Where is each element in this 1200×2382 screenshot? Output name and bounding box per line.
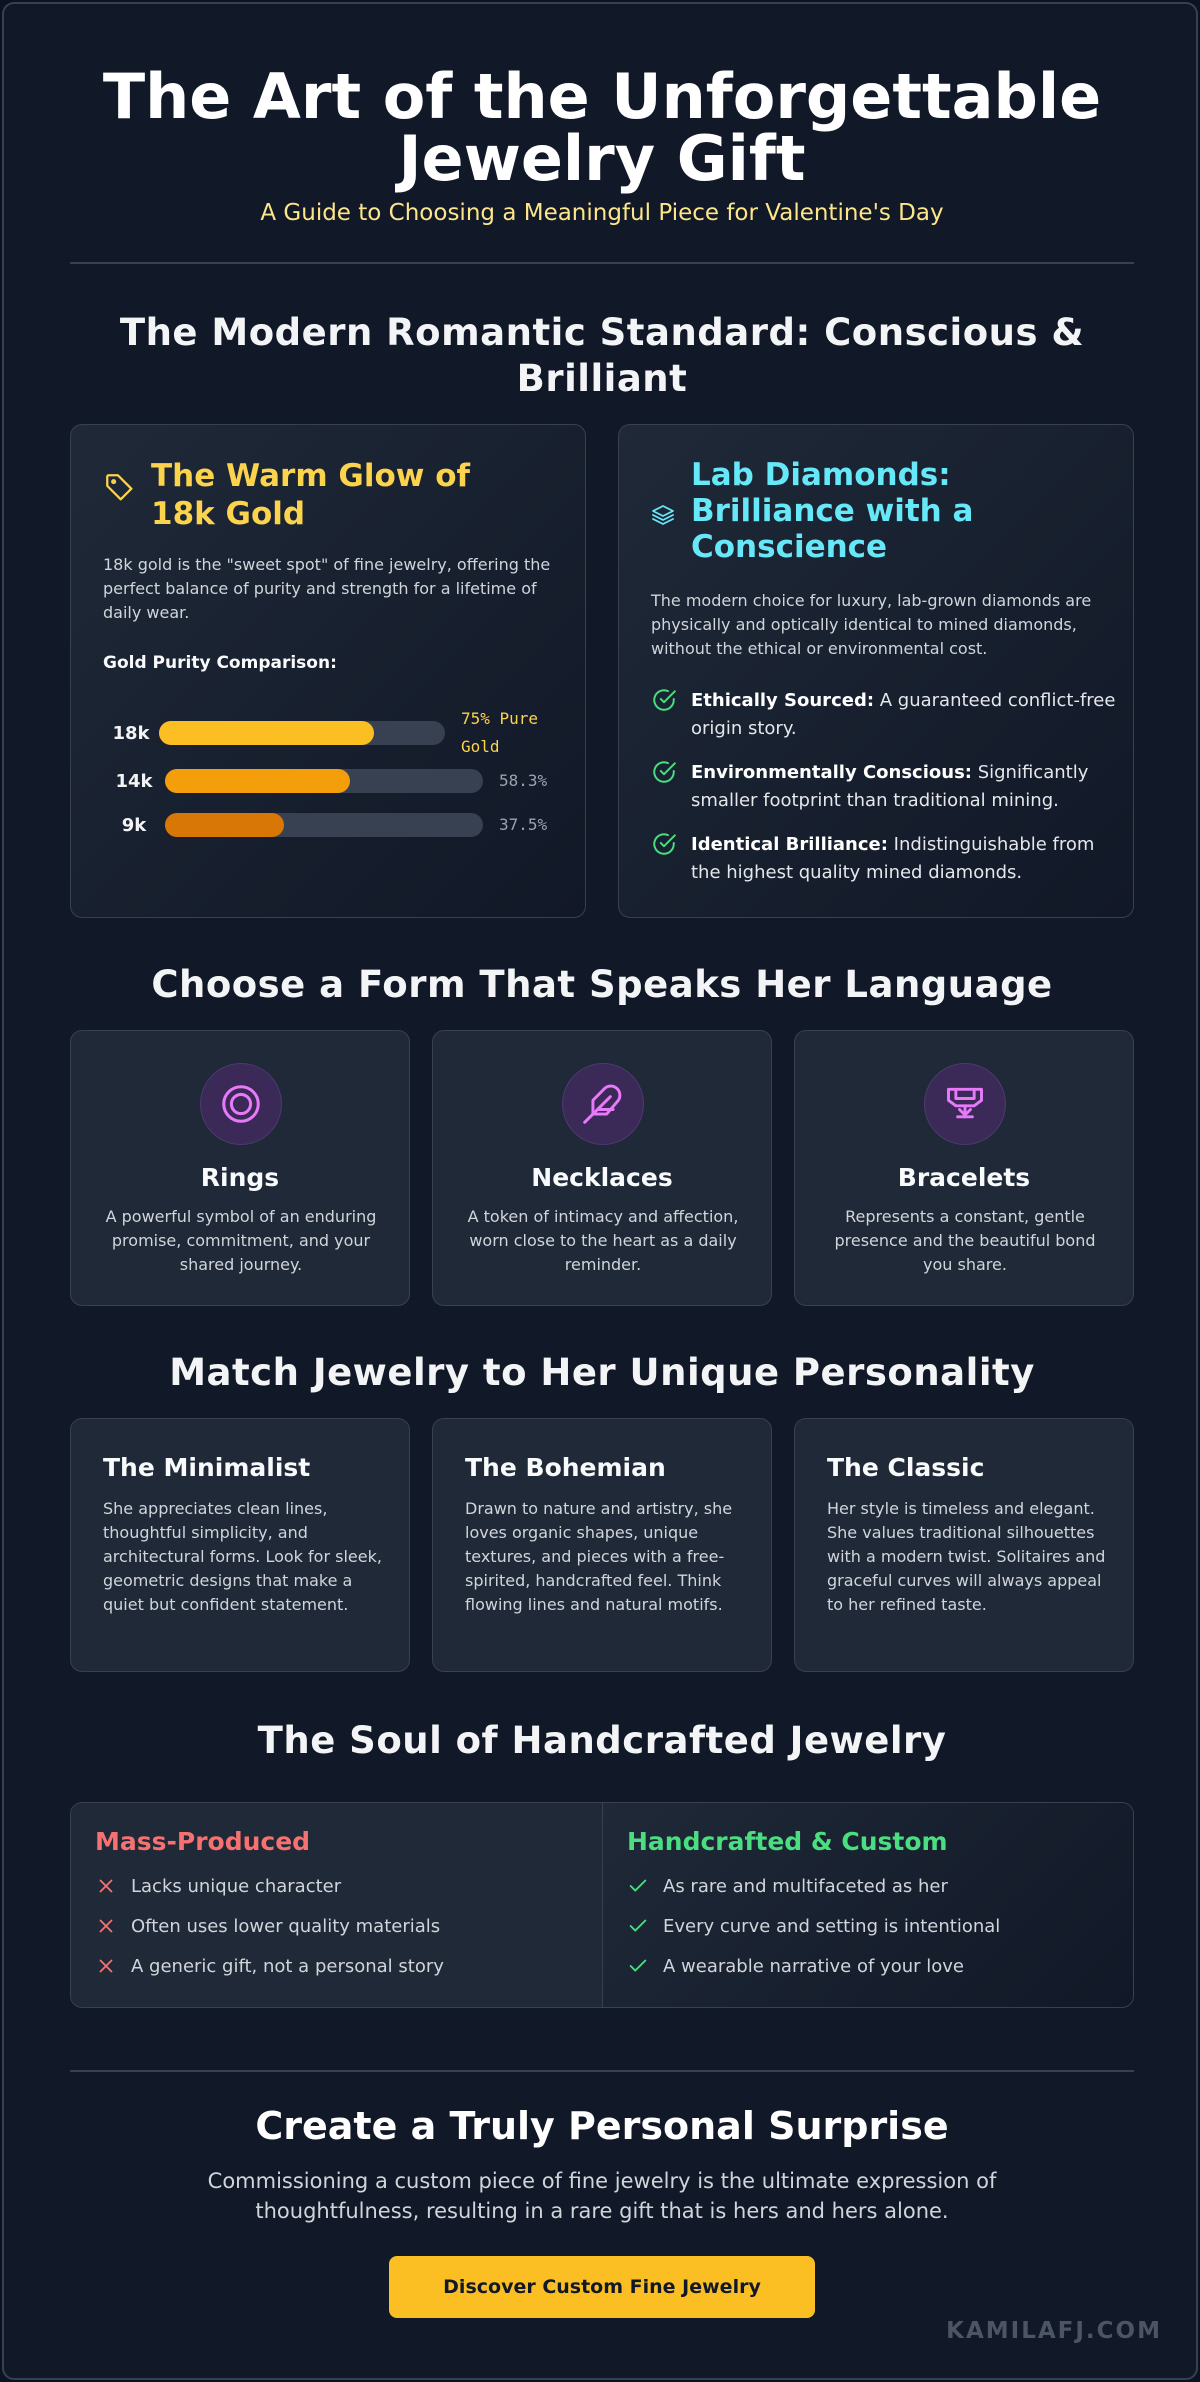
form-icon-circle — [200, 1063, 282, 1145]
purity-bar-track — [159, 721, 445, 745]
mass-produced-item: Often uses lower quality materials — [95, 1915, 440, 1937]
purity-bar-track — [165, 769, 483, 793]
divider — [70, 262, 1134, 264]
mass-produced-item: Lacks unique character — [95, 1875, 341, 1897]
gold-card-description: 18k gold is the "sweet spot" of fine jewelry, offering the perfect balance of purity and strength for a lifetime of daily wear. — [103, 555, 551, 622]
personality-card-title: The Bohemian — [465, 1453, 666, 1482]
x-icon — [95, 1915, 117, 1937]
gold-card-title: The Warm Glow of 18k Gold — [151, 458, 471, 532]
check-icon — [627, 1955, 649, 1977]
check-circle-icon — [651, 687, 677, 713]
divider — [70, 2070, 1134, 2072]
layers-icon — [651, 503, 675, 527]
purity-bar-fill — [165, 769, 350, 793]
pendant-icon — [581, 1082, 625, 1126]
diamond-point-text: Identical Brilliance: Indistinguishable from the highest quality mined diamonds. — [691, 834, 1095, 883]
personality-card-description: Drawn to nature and artistry, she loves organic shapes, unique textures, and pieces with a free-spirited, handcrafted feel. Think flowing lines and natural motifs. — [465, 1499, 733, 1614]
discover-custom-jewelry-button[interactable]: Discover Custom Fine Jewelry — [389, 2256, 815, 2318]
tag-icon — [103, 471, 137, 505]
gold-card — [70, 424, 586, 918]
purity-bar-fill — [159, 721, 374, 745]
handcrafted-title: Handcrafted & Custom — [627, 1827, 948, 1856]
purity-bar-track — [165, 813, 483, 837]
diamond-card — [618, 424, 1134, 918]
purity-bar-14k — [103, 767, 547, 795]
purity-bar-karat: 9k — [121, 814, 147, 836]
check-icon — [627, 1875, 649, 1897]
purity-bar-value: 37.5% — [499, 815, 548, 834]
diamond-card-title: Lab Diamonds: Brilliance with a Conscience — [691, 457, 974, 565]
form-card-description: Represents a constant, gentle presence and the beautiful bond you share. — [834, 1207, 1096, 1274]
purity-bar-18k — [103, 705, 567, 761]
form-card-bracelets — [794, 1030, 1134, 1306]
cta-title: Create a Truly Personal Surprise — [255, 2104, 949, 2148]
purity-bar-karat: 18k — [112, 722, 150, 744]
handcrafted-item: A wearable narrative of your love — [627, 1955, 964, 1977]
personality-card-title: The Minimalist — [103, 1453, 311, 1482]
purity-bar-karat: 14k — [115, 770, 153, 792]
purity-bar-value: 58.3% — [499, 771, 548, 790]
personality-card-description: She appreciates clean lines, thoughtful simplicity, and architectural forms. Look for sleek, geometric designs that make a quiet but confident statement. — [103, 1499, 382, 1614]
handcrafted-item: Every curve and setting is intentional — [627, 1915, 1000, 1937]
diamond-point — [651, 831, 1121, 887]
section-title-handcrafted: The Soul of Handcrafted Jewelry — [257, 1719, 947, 1762]
ring-icon — [218, 1081, 264, 1127]
section-title-personality: Match Jewelry to Her Unique Personality — [169, 1351, 1035, 1394]
handcrafted-column — [603, 1803, 1134, 2007]
mass-produced-item: A generic gift, not a personal story — [95, 1955, 444, 1977]
comparison-table — [70, 1802, 1134, 2008]
personality-card-title: The Classic — [827, 1453, 985, 1482]
x-icon — [95, 1955, 117, 1977]
check-circle-icon — [651, 759, 677, 785]
form-card-title: Bracelets — [897, 1163, 1031, 1192]
form-card-description: A token of intimacy and affection, worn close to the heart as a daily reminder. — [467, 1207, 739, 1274]
form-card-title: Rings — [200, 1163, 280, 1192]
form-icon-circle — [562, 1063, 644, 1145]
form-card-description: A powerful symbol of an enduring promise, commitment, and your shared journey. — [105, 1207, 377, 1274]
diamond-card-header — [651, 457, 1121, 565]
section-title-standard: The Modern Romantic Standard: Conscious & Brilliant — [119, 311, 1085, 400]
purity-bar-fill — [165, 813, 284, 837]
form-card-rings — [70, 1030, 410, 1306]
diamond-point-text: Ethically Sourced: A guaranteed conflict-free origin story. — [691, 690, 1116, 739]
gold-card-header — [103, 457, 543, 533]
infographic-frame — [2, 2, 1198, 2380]
diamond-point-text: Environmentally Conscious: Significantly smaller footprint than traditional mining. — [691, 762, 1089, 811]
page-subtitle: A Guide to Choosing a Meaningful Piece for Valentine's Day — [260, 200, 944, 226]
brand-watermark: KAMILAFJ.COM — [946, 2318, 1162, 2344]
page-title: The Art of the Unforgettable Jewelry Gift — [102, 60, 1102, 195]
personality-card-description: Her style is timeless and elegant. She values traditional silhouettes with a modern twist. Solitaires and graceful curves will always appeal to her refined taste. — [827, 1499, 1106, 1614]
diamond-card-description: The modern choice for luxury, lab-grown diamonds are physically and optically identical to mined diamonds, without the ethical or environmental cost. — [651, 591, 1092, 658]
cta-description: Commissioning a custom piece of fine jewelry is the ultimate expression of thoughtfulness, resulting in a rare gift that is hers and hers alone. — [207, 2169, 997, 2223]
mass-produced-column — [71, 1803, 603, 2007]
section-title-forms: Choose a Form That Speaks Her Language — [151, 963, 1053, 1006]
diamond-point — [651, 687, 1121, 743]
check-icon — [627, 1915, 649, 1937]
bracelet-icon — [943, 1082, 987, 1126]
diamond-point — [651, 759, 1121, 815]
form-card-necklaces — [432, 1030, 772, 1306]
mass-produced-title: Mass-Produced — [95, 1827, 311, 1856]
personality-card-classic — [794, 1418, 1134, 1672]
purity-bar-value: 75% Pure Gold — [461, 709, 539, 756]
handcrafted-item: As rare and multifaceted as her — [627, 1875, 948, 1897]
check-circle-icon — [651, 831, 677, 857]
purity-comparison-label: Gold Purity Comparison: — [103, 653, 337, 673]
x-icon — [95, 1875, 117, 1897]
personality-card-bohemian — [432, 1418, 772, 1672]
purity-bar-9k — [103, 811, 547, 839]
form-icon-circle — [924, 1063, 1006, 1145]
personality-card-minimalist — [70, 1418, 410, 1672]
form-card-title: Necklaces — [531, 1163, 673, 1192]
